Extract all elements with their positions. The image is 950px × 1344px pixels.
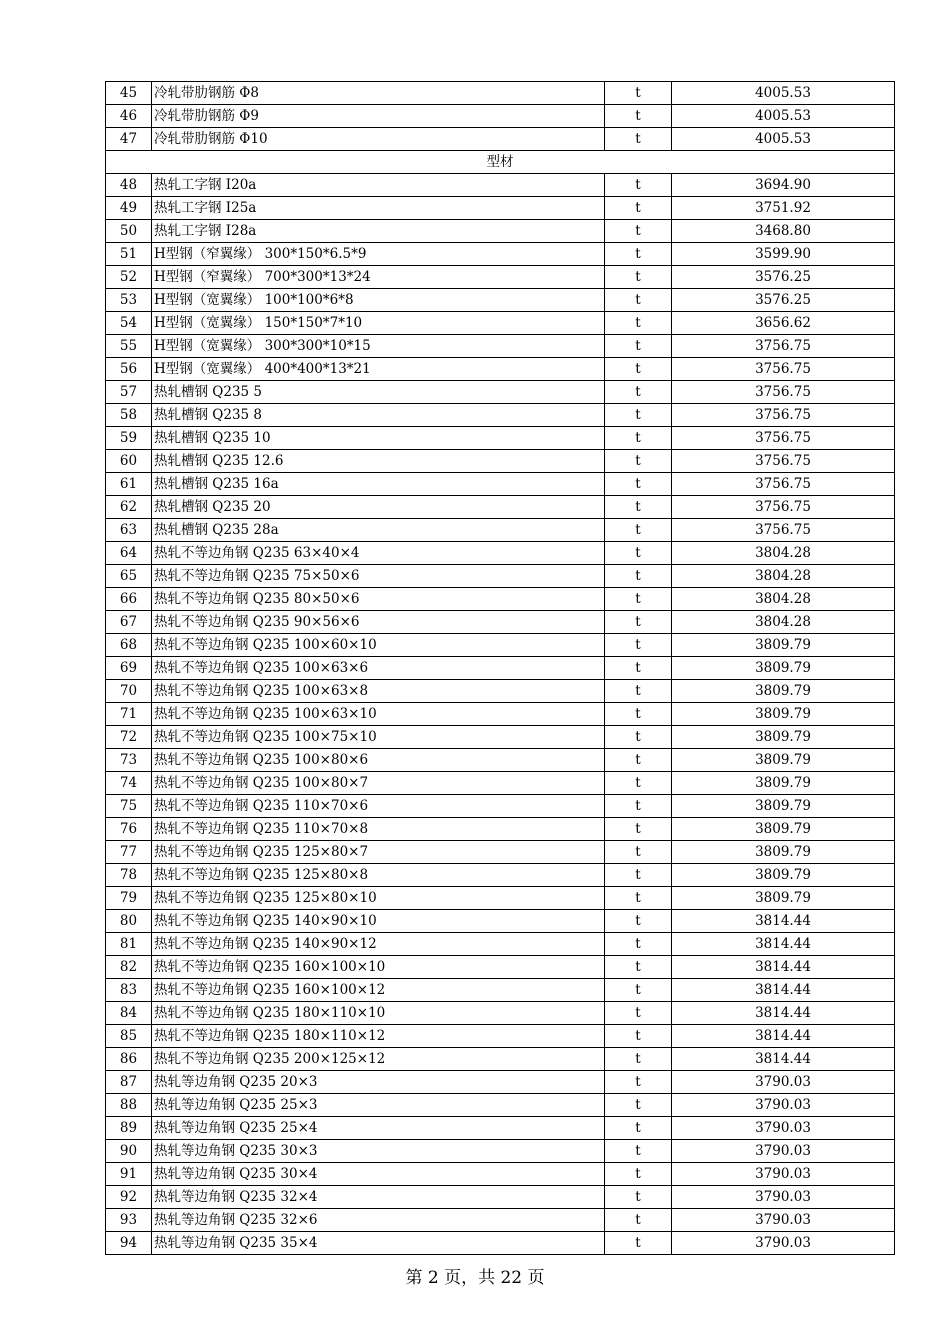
unit-cell: t (605, 220, 672, 243)
table-row (106, 1025, 895, 1048)
row-number: 81 (106, 933, 152, 956)
item-name: 热轧不等边角钢 Q235 75×50×6 (152, 565, 605, 588)
price-cell: 3790.03 (672, 1186, 895, 1209)
price-cell: 3809.79 (672, 680, 895, 703)
table-row (106, 335, 895, 358)
unit-cell: t (605, 542, 672, 565)
unit-cell: t (605, 519, 672, 542)
item-name: 热轧不等边角钢 Q235 100×60×10 (152, 634, 605, 657)
table-row (106, 1117, 895, 1140)
item-name: 热轧不等边角钢 Q235 180×110×12 (152, 1025, 605, 1048)
price-cell: 3809.79 (672, 703, 895, 726)
table-row (106, 657, 895, 680)
unit-cell: t (605, 1048, 672, 1071)
unit-cell: t (605, 1163, 672, 1186)
unit-cell: t (605, 105, 672, 128)
unit-cell: t (605, 634, 672, 657)
table-row (106, 519, 895, 542)
unit-cell: t (605, 243, 672, 266)
price-cell: 3809.79 (672, 726, 895, 749)
item-name: H型钢（宽翼缘） 400*400*13*21 (152, 358, 605, 381)
price-cell: 3756.75 (672, 496, 895, 519)
item-name: 热轧等边角钢 Q235 30×4 (152, 1163, 605, 1186)
item-name: 冷轧带肋钢筋 Φ9 (152, 105, 605, 128)
table-row (106, 312, 895, 335)
table-row (106, 634, 895, 657)
row-number: 53 (106, 289, 152, 312)
table-row (106, 749, 895, 772)
item-name: H型钢（宽翼缘） 300*300*10*15 (152, 335, 605, 358)
price-cell: 3790.03 (672, 1071, 895, 1094)
unit-cell: t (605, 1094, 672, 1117)
price-cell: 3599.90 (672, 243, 895, 266)
unit-cell: t (605, 772, 672, 795)
price-cell: 3756.75 (672, 473, 895, 496)
unit-cell: t (605, 841, 672, 864)
item-name: 热轧不等边角钢 Q235 100×75×10 (152, 726, 605, 749)
table-row (106, 956, 895, 979)
table-row (106, 979, 895, 1002)
item-name: 热轧等边角钢 Q235 25×4 (152, 1117, 605, 1140)
unit-cell: t (605, 588, 672, 611)
table-row (106, 910, 895, 933)
table-row (106, 1048, 895, 1071)
price-cell: 3790.03 (672, 1117, 895, 1140)
item-name: 热轧槽钢 Q235 28a (152, 519, 605, 542)
price-cell: 3694.90 (672, 174, 895, 197)
table-row (106, 703, 895, 726)
item-name: 热轧不等边角钢 Q235 90×56×6 (152, 611, 605, 634)
unit-cell: t (605, 1232, 672, 1255)
unit-cell: t (605, 128, 672, 151)
item-name: 热轧槽钢 Q235 8 (152, 404, 605, 427)
section-title: 型材 (106, 151, 895, 174)
item-name: 热轧等边角钢 Q235 35×4 (152, 1232, 605, 1255)
table-row (106, 1071, 895, 1094)
item-name: 冷轧带肋钢筋 Φ10 (152, 128, 605, 151)
price-cell: 3814.44 (672, 1025, 895, 1048)
price-table (105, 81, 895, 1255)
row-number: 84 (106, 1002, 152, 1025)
unit-cell: t (605, 1025, 672, 1048)
price-cell: 3809.79 (672, 818, 895, 841)
table-row (106, 82, 895, 105)
table-row (106, 197, 895, 220)
row-number: 59 (106, 427, 152, 450)
section-header (106, 151, 895, 174)
item-name: 热轧不等边角钢 Q235 100×63×10 (152, 703, 605, 726)
row-number: 56 (106, 358, 152, 381)
item-name: 热轧不等边角钢 Q235 110×70×8 (152, 818, 605, 841)
unit-cell: t (605, 887, 672, 910)
item-name: 热轧等边角钢 Q235 30×3 (152, 1140, 605, 1163)
price-cell: 3756.75 (672, 381, 895, 404)
row-number: 90 (106, 1140, 152, 1163)
row-number: 91 (106, 1163, 152, 1186)
row-number: 57 (106, 381, 152, 404)
row-number: 82 (106, 956, 152, 979)
item-name: 热轧不等边角钢 Q235 125×80×8 (152, 864, 605, 887)
price-cell: 3809.79 (672, 657, 895, 680)
table-row (106, 450, 895, 473)
item-name: 热轧不等边角钢 Q235 200×125×12 (152, 1048, 605, 1071)
rows-section (106, 174, 895, 1255)
price-cell: 3809.79 (672, 841, 895, 864)
price-cell: 3756.75 (672, 335, 895, 358)
price-cell: 3809.79 (672, 749, 895, 772)
row-number: 70 (106, 680, 152, 703)
price-cell: 3756.75 (672, 358, 895, 381)
unit-cell: t (605, 1140, 672, 1163)
table-row (106, 1140, 895, 1163)
unit-cell: t (605, 174, 672, 197)
rows-before-section (106, 82, 895, 151)
row-number: 85 (106, 1025, 152, 1048)
unit-cell: t (605, 381, 672, 404)
row-number: 86 (106, 1048, 152, 1071)
row-number: 79 (106, 887, 152, 910)
row-number: 49 (106, 197, 152, 220)
table-row (106, 864, 895, 887)
row-number: 45 (106, 82, 152, 105)
item-name: 热轧不等边角钢 Q235 80×50×6 (152, 588, 605, 611)
item-name: 热轧槽钢 Q235 16a (152, 473, 605, 496)
row-number: 77 (106, 841, 152, 864)
table-row (106, 105, 895, 128)
table-row (106, 128, 895, 151)
row-number: 51 (106, 243, 152, 266)
price-cell: 3814.44 (672, 1048, 895, 1071)
page-footer: 第 2 页，共 22 页 (405, 1268, 545, 1288)
unit-cell: t (605, 1186, 672, 1209)
row-number: 52 (106, 266, 152, 289)
item-name: 热轧等边角钢 Q235 20×3 (152, 1071, 605, 1094)
unit-cell: t (605, 565, 672, 588)
item-name: 热轧不等边角钢 Q235 100×80×6 (152, 749, 605, 772)
price-cell: 3756.75 (672, 450, 895, 473)
unit-cell: t (605, 703, 672, 726)
row-number: 55 (106, 335, 152, 358)
price-cell: 3814.44 (672, 1002, 895, 1025)
table-row (106, 588, 895, 611)
table-row (106, 772, 895, 795)
row-number: 94 (106, 1232, 152, 1255)
item-name: H型钢（窄翼缘） 300*150*6.5*9 (152, 243, 605, 266)
unit-cell: t (605, 979, 672, 1002)
price-cell: 3756.75 (672, 519, 895, 542)
price-cell: 3804.28 (672, 611, 895, 634)
table-row (106, 1209, 895, 1232)
row-number: 48 (106, 174, 152, 197)
price-cell: 4005.53 (672, 82, 895, 105)
row-number: 62 (106, 496, 152, 519)
table-row (106, 1002, 895, 1025)
price-cell: 3756.75 (672, 427, 895, 450)
table-row (106, 1094, 895, 1117)
unit-cell: t (605, 450, 672, 473)
table-row (106, 404, 895, 427)
unit-cell: t (605, 680, 672, 703)
row-number: 58 (106, 404, 152, 427)
row-number: 54 (106, 312, 152, 335)
item-name: 热轧等边角钢 Q235 32×6 (152, 1209, 605, 1232)
row-number: 93 (106, 1209, 152, 1232)
row-number: 72 (106, 726, 152, 749)
table-row (106, 266, 895, 289)
unit-cell: t (605, 473, 672, 496)
row-number: 63 (106, 519, 152, 542)
row-number: 78 (106, 864, 152, 887)
item-name: 热轧不等边角钢 Q235 125×80×7 (152, 841, 605, 864)
table-row (106, 680, 895, 703)
table-row (106, 174, 895, 197)
unit-cell: t (605, 427, 672, 450)
table-row (106, 243, 895, 266)
item-name: 冷轧带肋钢筋 Φ8 (152, 82, 605, 105)
unit-cell: t (605, 312, 672, 335)
price-cell: 3809.79 (672, 864, 895, 887)
price-cell: 3790.03 (672, 1140, 895, 1163)
row-number: 75 (106, 795, 152, 818)
unit-cell: t (605, 496, 672, 519)
item-name: 热轧等边角钢 Q235 32×4 (152, 1186, 605, 1209)
row-number: 61 (106, 473, 152, 496)
table-row (106, 933, 895, 956)
table-row (106, 427, 895, 450)
unit-cell: t (605, 795, 672, 818)
price-cell: 3756.75 (672, 404, 895, 427)
price-cell: 3809.79 (672, 772, 895, 795)
row-number: 89 (106, 1117, 152, 1140)
unit-cell: t (605, 1209, 672, 1232)
price-cell: 3656.62 (672, 312, 895, 335)
table-row (106, 1186, 895, 1209)
row-number: 80 (106, 910, 152, 933)
item-name: 热轧工字钢 I20a (152, 174, 605, 197)
item-name: 热轧工字钢 I25a (152, 197, 605, 220)
item-name: 热轧不等边角钢 Q235 100×63×6 (152, 657, 605, 680)
item-name: 热轧不等边角钢 Q235 110×70×6 (152, 795, 605, 818)
table-row (106, 818, 895, 841)
price-cell: 3468.80 (672, 220, 895, 243)
unit-cell: t (605, 82, 672, 105)
price-cell: 3804.28 (672, 565, 895, 588)
table-row (106, 358, 895, 381)
unit-cell: t (605, 956, 672, 979)
item-name: 热轧槽钢 Q235 12.6 (152, 450, 605, 473)
item-name: 热轧不等边角钢 Q235 140×90×10 (152, 910, 605, 933)
price-cell: 3809.79 (672, 634, 895, 657)
price-cell: 3790.03 (672, 1163, 895, 1186)
table-row (106, 611, 895, 634)
unit-cell: t (605, 726, 672, 749)
table-row (106, 473, 895, 496)
price-cell: 4005.53 (672, 128, 895, 151)
item-name: 热轧不等边角钢 Q235 160×100×12 (152, 979, 605, 1002)
row-number: 66 (106, 588, 152, 611)
table-row (106, 1163, 895, 1186)
unit-cell: t (605, 197, 672, 220)
table-row (106, 496, 895, 519)
table-row (106, 289, 895, 312)
price-cell: 3576.25 (672, 289, 895, 312)
table-row (106, 220, 895, 243)
price-cell: 3804.28 (672, 542, 895, 565)
unit-cell: t (605, 818, 672, 841)
unit-cell: t (605, 1117, 672, 1140)
price-cell: 3814.44 (672, 910, 895, 933)
table-row (106, 565, 895, 588)
item-name: 热轧不等边角钢 Q235 180×110×10 (152, 1002, 605, 1025)
row-number: 71 (106, 703, 152, 726)
row-number: 92 (106, 1186, 152, 1209)
price-cell: 3790.03 (672, 1232, 895, 1255)
item-name: H型钢（窄翼缘） 700*300*13*24 (152, 266, 605, 289)
table-row (106, 841, 895, 864)
price-cell: 3751.92 (672, 197, 895, 220)
unit-cell: t (605, 933, 672, 956)
table-row (106, 726, 895, 749)
row-number: 88 (106, 1094, 152, 1117)
table-row (106, 795, 895, 818)
price-cell: 3790.03 (672, 1209, 895, 1232)
unit-cell: t (605, 864, 672, 887)
row-number: 68 (106, 634, 152, 657)
row-number: 60 (106, 450, 152, 473)
row-number: 64 (106, 542, 152, 565)
item-name: H型钢（宽翼缘） 150*150*7*10 (152, 312, 605, 335)
table-row (106, 887, 895, 910)
price-cell: 3790.03 (672, 1094, 895, 1117)
item-name: 热轧不等边角钢 Q235 100×63×8 (152, 680, 605, 703)
unit-cell: t (605, 404, 672, 427)
unit-cell: t (605, 266, 672, 289)
table-row (106, 381, 895, 404)
item-name: 热轧槽钢 Q235 20 (152, 496, 605, 519)
unit-cell: t (605, 657, 672, 680)
row-number: 69 (106, 657, 152, 680)
unit-cell: t (605, 289, 672, 312)
item-name: 热轧不等边角钢 Q235 160×100×10 (152, 956, 605, 979)
item-name: 热轧工字钢 I28a (152, 220, 605, 243)
unit-cell: t (605, 611, 672, 634)
price-cell: 3814.44 (672, 979, 895, 1002)
unit-cell: t (605, 335, 672, 358)
row-number: 83 (106, 979, 152, 1002)
item-name: 热轧不等边角钢 Q235 100×80×7 (152, 772, 605, 795)
unit-cell: t (605, 910, 672, 933)
price-cell: 3814.44 (672, 933, 895, 956)
price-cell: 3809.79 (672, 887, 895, 910)
item-name: H型钢（宽翼缘） 100*100*6*8 (152, 289, 605, 312)
price-cell: 3814.44 (672, 956, 895, 979)
item-name: 热轧槽钢 Q235 5 (152, 381, 605, 404)
price-cell: 3804.28 (672, 588, 895, 611)
price-cell: 3809.79 (672, 795, 895, 818)
row-number: 50 (106, 220, 152, 243)
row-number: 65 (106, 565, 152, 588)
item-name: 热轧不等边角钢 Q235 125×80×10 (152, 887, 605, 910)
unit-cell: t (605, 358, 672, 381)
unit-cell: t (605, 1071, 672, 1094)
row-number: 76 (106, 818, 152, 841)
item-name: 热轧槽钢 Q235 10 (152, 427, 605, 450)
row-number: 67 (106, 611, 152, 634)
item-name: 热轧不等边角钢 Q235 140×90×12 (152, 933, 605, 956)
table-row (106, 542, 895, 565)
unit-cell: t (605, 1002, 672, 1025)
price-cell: 4005.53 (672, 105, 895, 128)
row-number: 74 (106, 772, 152, 795)
unit-cell: t (605, 749, 672, 772)
row-number: 73 (106, 749, 152, 772)
item-name: 热轧等边角钢 Q235 25×3 (152, 1094, 605, 1117)
row-number: 87 (106, 1071, 152, 1094)
row-number: 46 (106, 105, 152, 128)
item-name: 热轧不等边角钢 Q235 63×40×4 (152, 542, 605, 565)
row-number: 47 (106, 128, 152, 151)
price-cell: 3576.25 (672, 266, 895, 289)
table-row (106, 1232, 895, 1255)
section-header-row (106, 151, 895, 174)
